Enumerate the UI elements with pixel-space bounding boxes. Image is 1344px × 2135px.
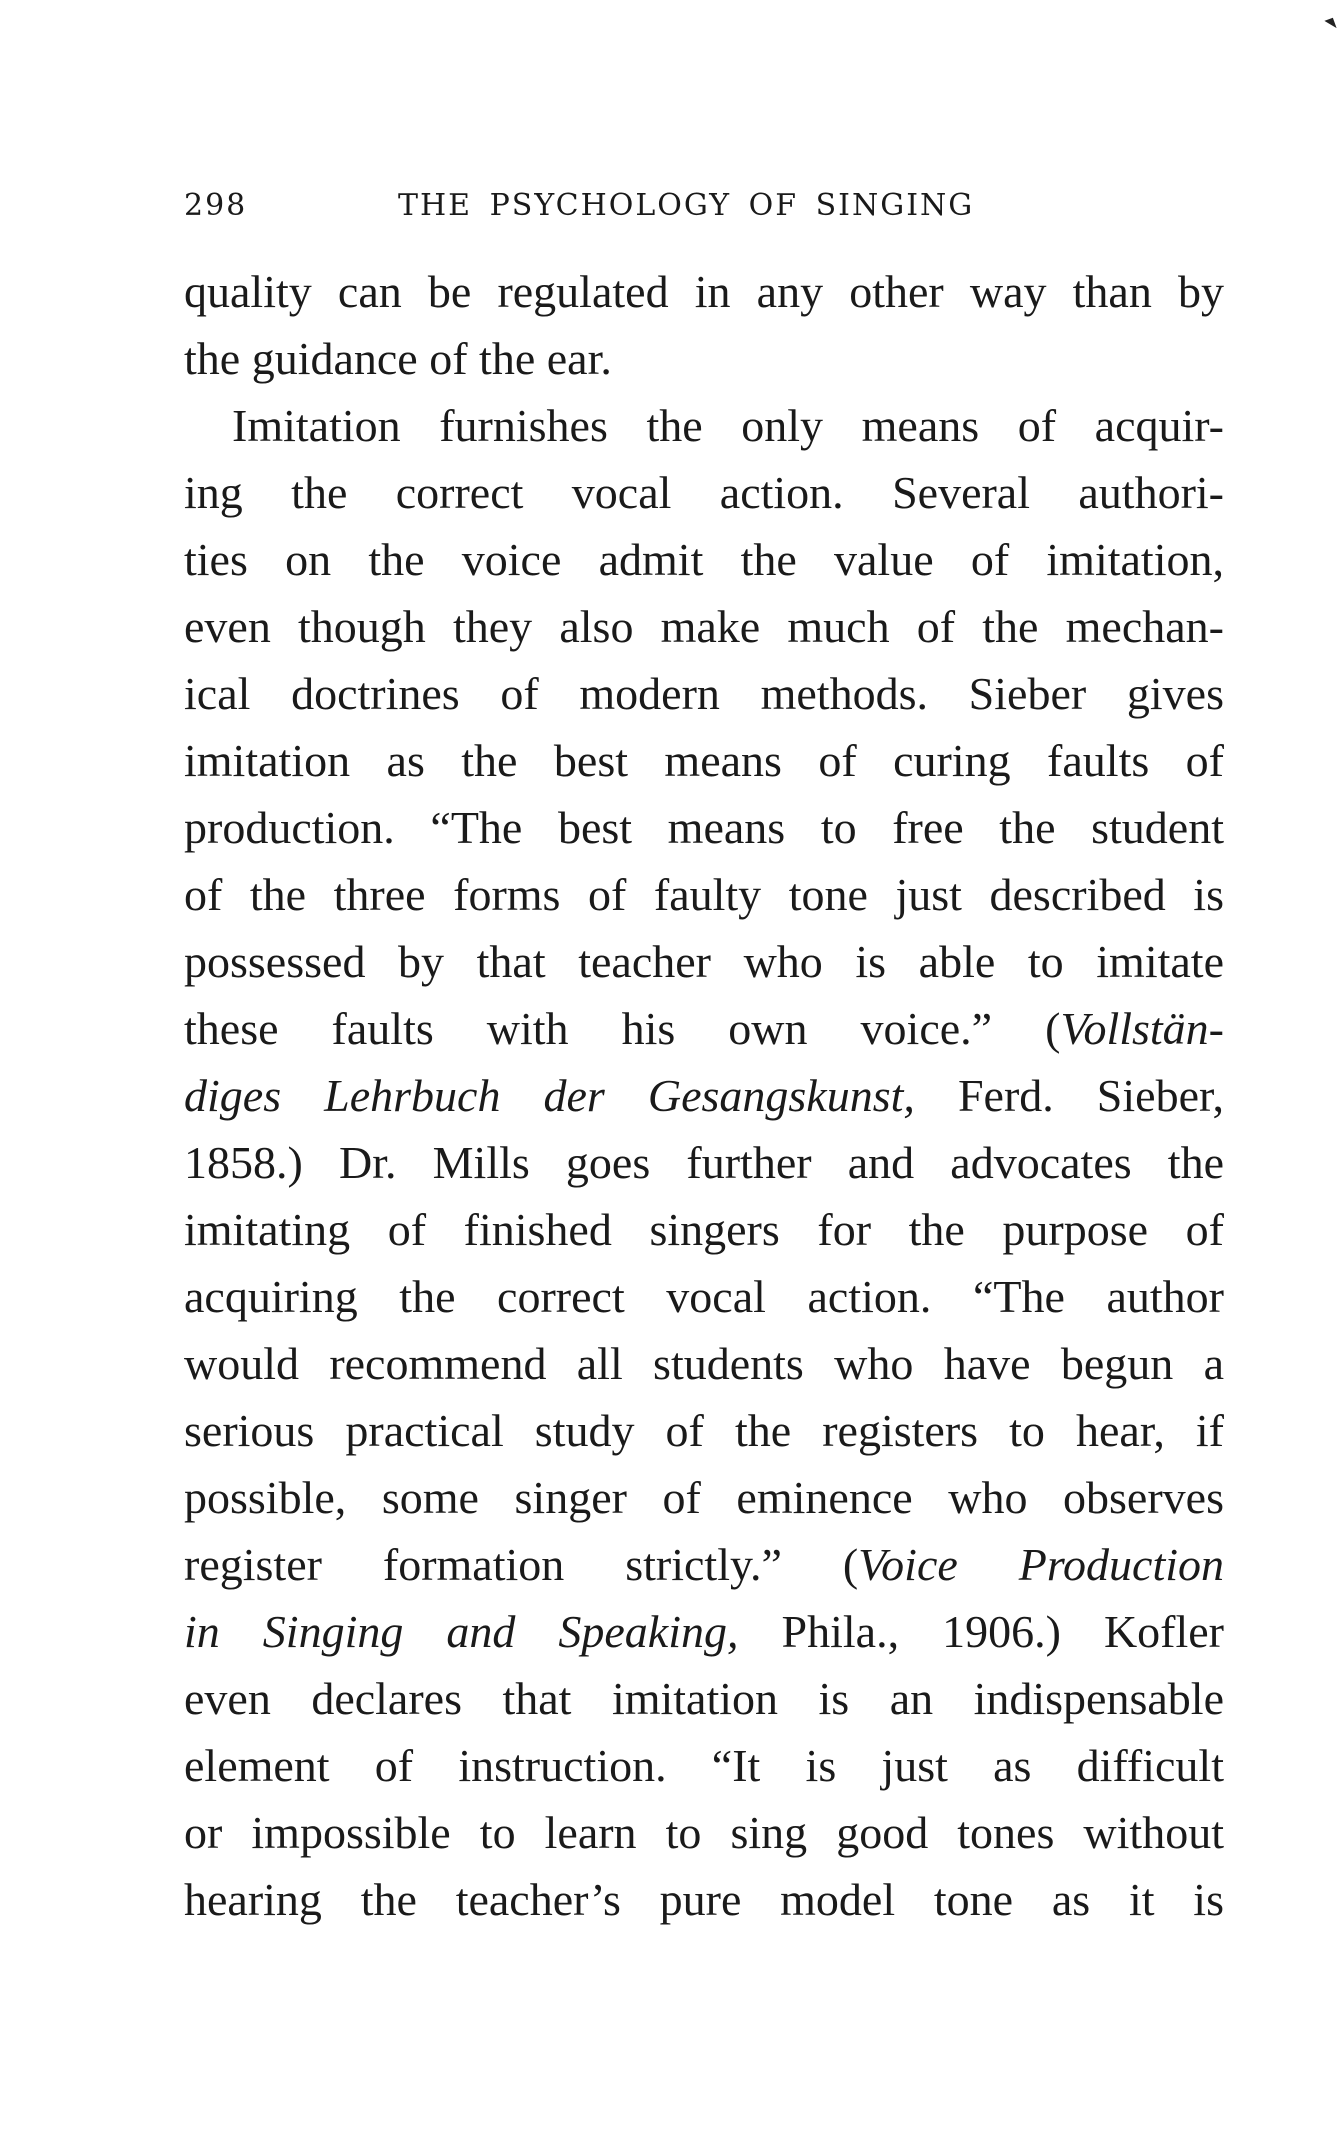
text-line: even declares that imitation is an indispensable [184, 1673, 1224, 1724]
body-paragraphs [184, 258, 1224, 1933]
text-line: serious practical study of the registers to hear, if [184, 1405, 1224, 1456]
italic-title: in Singing and Speaking, [184, 1606, 739, 1657]
running-head [184, 188, 1224, 232]
text-line: production. “The best means to free the student [184, 802, 1224, 853]
italic-title: Voice Production [858, 1539, 1224, 1590]
text-line: imitating of finished singers for the purpose of [184, 1204, 1224, 1255]
text-line: ing the correct vocal action. Several authori- [184, 467, 1224, 518]
text-line: possible, some singer of eminence who observes [184, 1472, 1224, 1523]
running-title: THE PSYCHOLOGY OF SINGING [398, 188, 975, 223]
text-line: hearing the teacher’s pure model tone as it is [184, 1874, 1224, 1925]
text-line: or impossible to learn to sing good tones without [184, 1807, 1224, 1858]
italic-title: Vollstän- [1060, 1003, 1224, 1054]
text-line: Imitation furnishes the only means of acquir- [232, 400, 1224, 451]
text-line: in Singing and Speaking, Phila., 1906.) Kofler [184, 1606, 1224, 1657]
text-line: quality can be regulated in any other way than by [184, 266, 1224, 317]
text-line: element of instruction. “It is just as difficult [184, 1740, 1224, 1791]
text-line: these faults with his own voice.” (Vollstän- [184, 1003, 1224, 1054]
italic-title: diges Lehrbuch der Gesangskunst, [184, 1070, 915, 1121]
text-line: ical doctrines of modern methods. Sieber gives [184, 668, 1224, 719]
text-line: ties on the voice admit the value of imitation, [184, 534, 1224, 585]
text-line: imitation as the best means of curing faults of [184, 735, 1224, 786]
text-line: even though they also make much of the mechan- [184, 601, 1224, 652]
text-line: 1858.) Dr. Mills goes further and advocates the [184, 1137, 1224, 1188]
text-line: register formation strictly.” (Voice Production [184, 1539, 1224, 1590]
page-number: 298 [184, 188, 248, 223]
text-line: acquiring the correct vocal action. “The author [184, 1271, 1224, 1322]
book-page [184, 188, 1224, 1933]
text-line: would recommend all students who have begun a [184, 1338, 1224, 1389]
corner-mark [1324, 18, 1336, 31]
text-line: the guidance of the ear. [184, 333, 612, 384]
text-line: possessed by that teacher who is able to imitate [184, 936, 1224, 987]
text-line: of the three forms of faulty tone just described is [184, 869, 1224, 920]
text-line: diges Lehrbuch der Gesangskunst, Ferd. Sieber, [184, 1070, 1224, 1121]
